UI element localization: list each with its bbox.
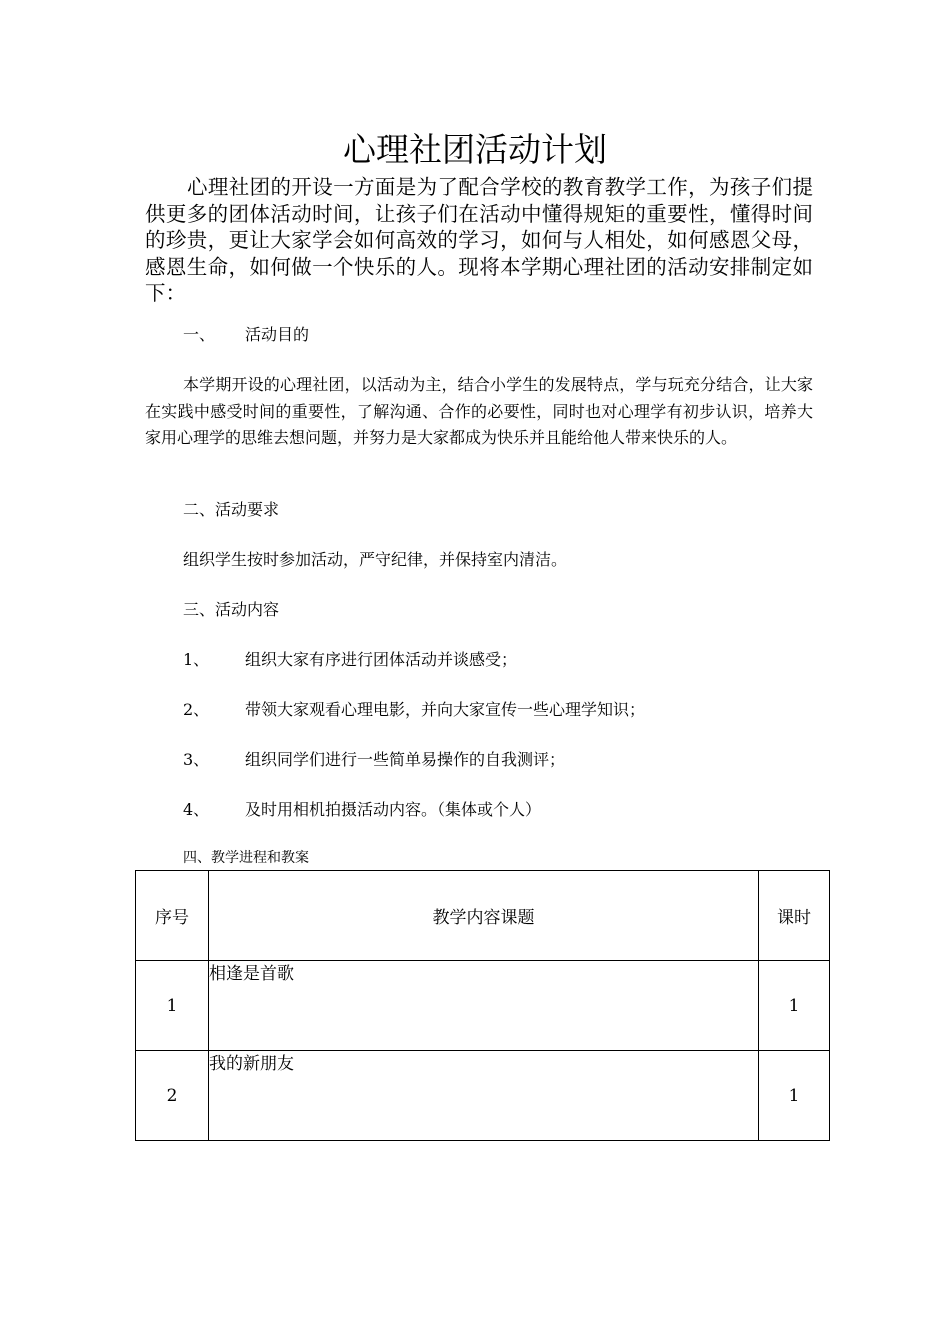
row-topic: 我的新朋友 [209,1051,759,1141]
item-text: 带领大家观看心理电影，并向大家宣传一些心理学知识； [245,700,646,719]
item-text: 组织大家有序进行团体活动并谈感受； [245,650,518,669]
section-schedule-heading: 四、教学进程和教案 [183,850,309,866]
content-item [183,748,565,772]
row-hours: 1 [759,961,830,1051]
section-content-heading: 三、活动内容 [183,600,280,619]
row-hours: 1 [759,1051,830,1141]
document-title: 心理社团活动计划 [343,130,607,169]
table-header-row [136,871,830,961]
column-header-hours: 课时 [759,871,830,961]
table-row [136,1051,830,1141]
section-purpose-heading [183,323,309,347]
purpose-paragraph: 本学期开设的心理社团，以活动为主，结合小学生的发展特点，学与玩充分结合，让大家在实践中感受时间的重要性，了解沟通、合作的必要性，同时也对心理学有初步认识，培养大家用心理学的思维去想问题，并努力是大家都成为快乐并且能给他人带来快乐的人。 [145,375,813,447]
row-index: 2 [136,1051,209,1141]
requirements-text: 组织学生按时参加活动，严守纪律，并保持室内清洁。 [183,550,568,569]
content-item [183,698,645,722]
column-header-topic: 教学内容课题 [209,871,759,961]
row-index: 1 [136,961,209,1051]
section-requirements-heading: 二、活动要求 [183,500,280,519]
table-row [136,961,830,1051]
content-item [183,798,541,822]
item-number: 1、 [183,650,210,669]
item-text: 组织同学们进行一些简单易操作的自我测评； [245,750,566,769]
column-header-index: 序号 [136,871,209,961]
row-topic: 相逢是首歌 [209,961,759,1051]
item-number: 2、 [183,700,210,719]
section-title: 活动目的 [245,325,310,344]
intro-paragraph: 心理社团的开设一方面是为了配合学校的教育教学工作，为孩子们提供更多的团体活动时间，让孩子们在活动中懂得规矩的重要性，懂得时间的珍贵，更让大家学会如何高效的学习，如何与人相处，如何感恩父母，感恩生命，如何做一个快乐的人。现将本学期心理社团的活动安排制定如下： [145,175,813,305]
item-number: 4、 [183,800,210,819]
section-number: 一、 [183,325,216,344]
content-item [183,648,517,672]
item-number: 3、 [183,750,210,769]
item-text: 及时用相机拍摄活动内容。（集体或个人） [245,800,542,819]
schedule-table [135,870,830,1141]
